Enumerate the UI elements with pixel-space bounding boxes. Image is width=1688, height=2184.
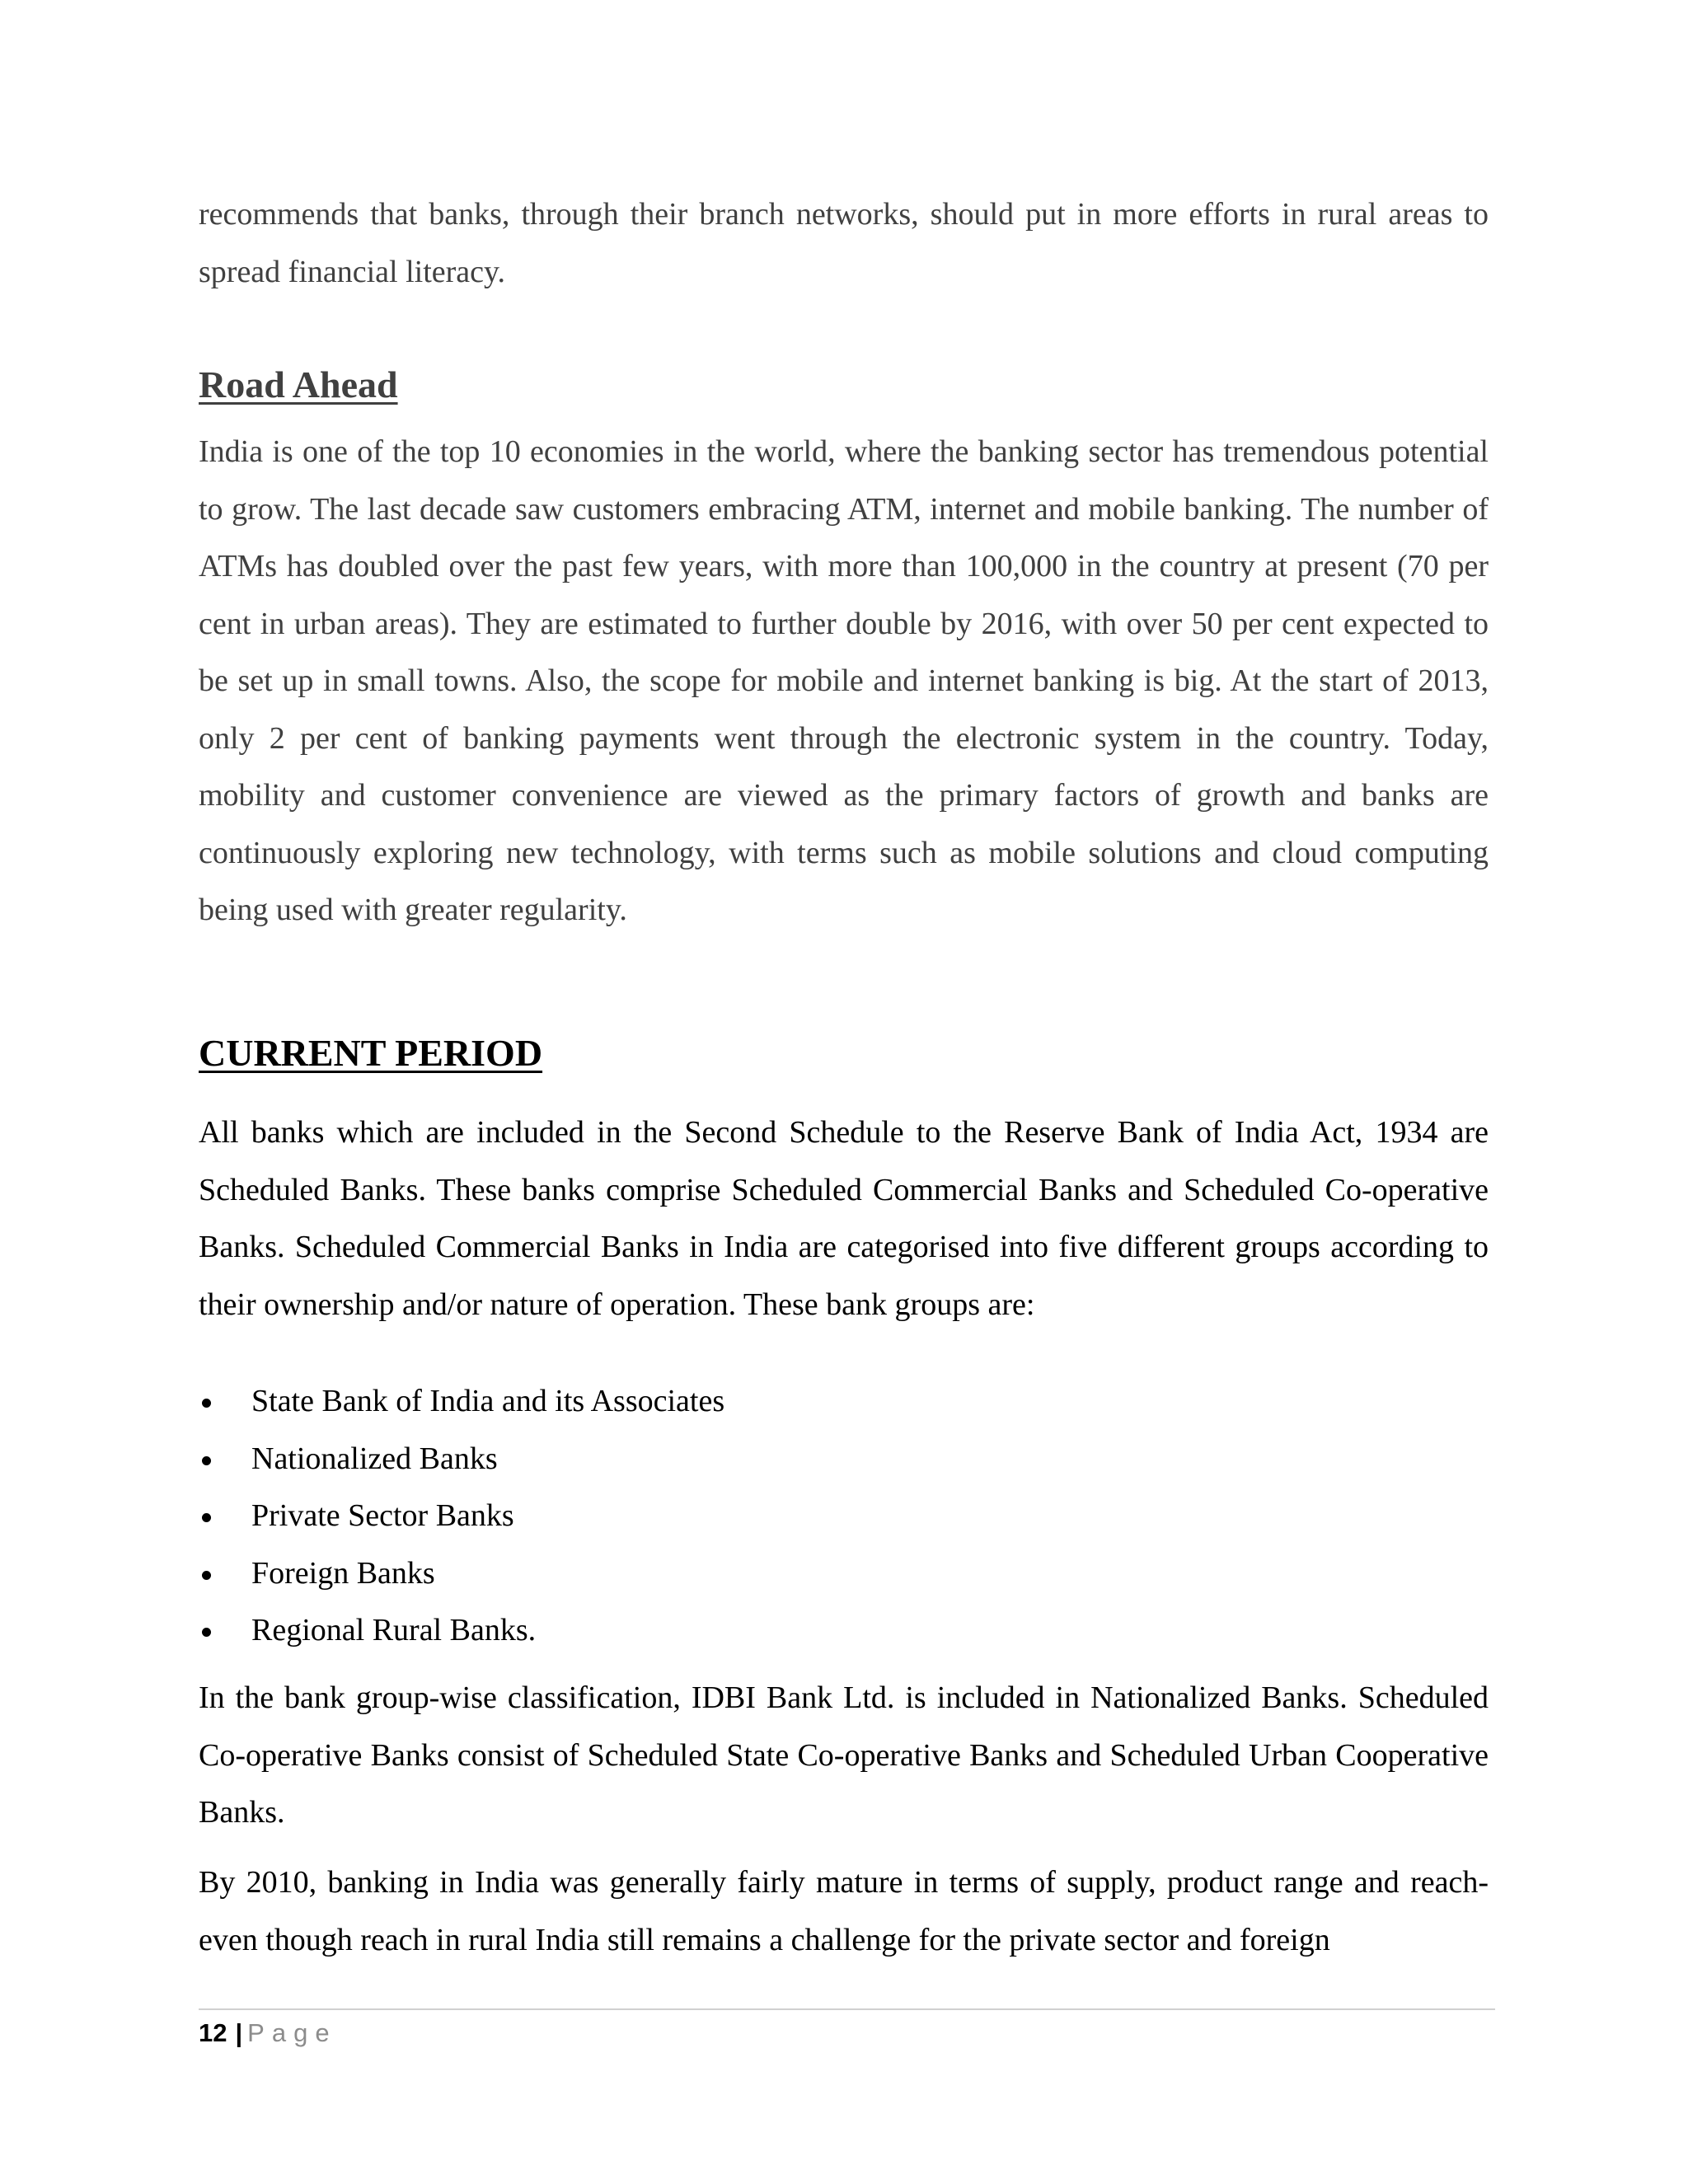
by-2010-block — [199, 1854, 1489, 1969]
list-item — [199, 1373, 1489, 1431]
road-ahead-body-block — [199, 424, 1489, 940]
current-period-intro-paragraph: All banks which are included in the Second Schedule to the Reserve Bank of India Act, 1934 are Scheduled Banks. These banks comprise Scheduled Commercial Banks and Scheduled Co-operative Banks. Scheduled Commercial Banks in India are categorised into five different groups according to their ownership and/or nature of operation. These bank groups are: — [199, 1115, 1489, 1322]
list-item-label: Regional Rural Banks. — [251, 1613, 537, 1647]
intro-paragraph-block — [199, 186, 1489, 301]
list-item-label: Foreign Banks — [251, 1555, 435, 1591]
classification-paragraph: In the bank group-wise classification, IDBI Bank Ltd. is included in Nationalized Banks. Scheduled Co-operative Banks consist of Scheduled State Co-operative Banks and Scheduled Urban Cooperative Banks. — [199, 1680, 1489, 1830]
list-item — [199, 1488, 1489, 1545]
classification-block — [199, 1670, 1489, 1842]
footer-divider — [199, 2008, 1495, 2010]
list-item — [199, 1545, 1489, 1603]
bullet-icon — [202, 1513, 211, 1522]
page-label: Page — [247, 2018, 337, 2047]
list-item — [199, 1431, 1489, 1488]
bullet-icon — [202, 1628, 211, 1637]
list-item-label: State Bank of India and its Associates — [251, 1384, 725, 1418]
by-2010-paragraph: By 2010, banking in India was generally fairly mature in terms of supply, product range and reach-even though reach in rural India still remains a challenge for the private sector and foreign — [199, 1865, 1489, 1957]
bank-groups-list — [199, 1373, 1489, 1660]
page-footer — [199, 2013, 337, 2054]
bullet-icon — [202, 1571, 211, 1580]
list-item-label: Nationalized Banks — [251, 1441, 498, 1476]
bullet-icon — [202, 1399, 211, 1408]
list-item — [199, 1602, 1489, 1660]
bullet-icon — [202, 1456, 211, 1465]
footer-separator: | — [235, 2018, 243, 2047]
current-period-heading: CURRENT PERIOD — [199, 1032, 543, 1074]
list-item-label: Private Sector Banks — [251, 1498, 514, 1533]
road-ahead-heading: Road Ahead — [199, 363, 398, 405]
intro-paragraph: recommends that banks, through their branch networks, should put in more efforts in rural areas to spread financial literacy. — [199, 197, 1489, 289]
road-ahead-paragraph: India is one of the top 10 economies in the world, where the banking sector has tremendous potential to grow. The last decade saw customers embracing ATM, internet and mobile banking. The number of ATMs has doubled over the past few years, with more than 100,000 in the country at present (70 per cent in urban areas). They are estimated to further double by 2016, with over 50 per cent expected to be set up in small towns. Also, the scope for mobile and internet banking is big. At the start of 2013, only 2 per cent of banking payments went through the electronic system in the country. Today, mobility and customer convenience are viewed as the primary factors of growth and banks are continuously exploring new technology, with terms such as mobile solutions and cloud computing being used with greater regularity. — [199, 434, 1489, 927]
current-period-intro-block — [199, 1104, 1489, 1333]
page-number: 12 — [199, 2018, 227, 2047]
